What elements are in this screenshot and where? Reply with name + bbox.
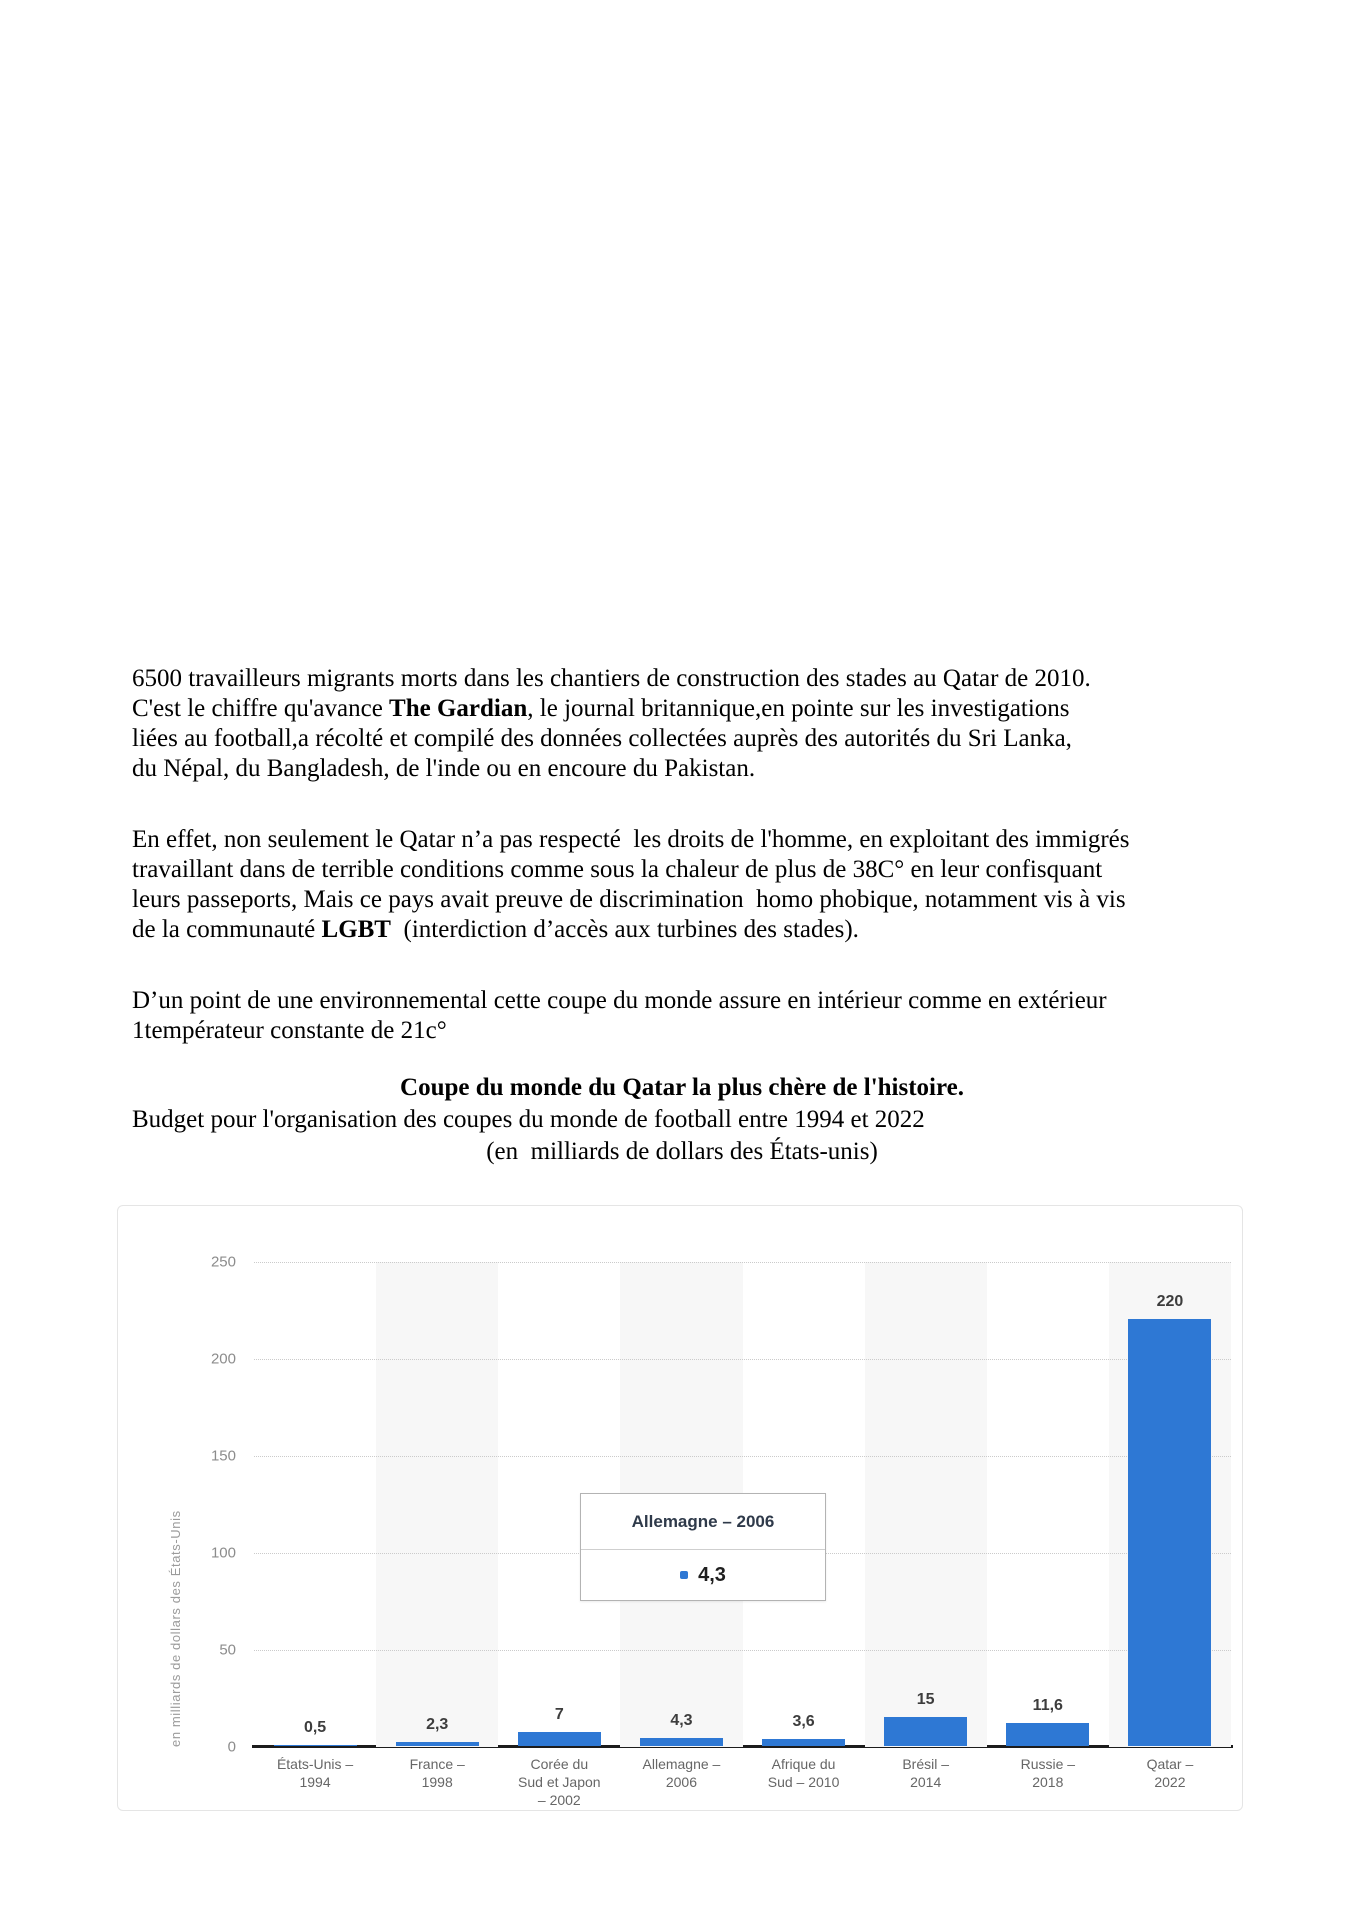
y-tick-label: 150 xyxy=(210,1447,236,1465)
bar-Afrique du Sud – 2010[interactable] xyxy=(762,1739,845,1746)
text-line: leurs passeports, Mais ce pays avait preuve de discrimination homo phobique, notamment vis à vis xyxy=(132,886,1126,913)
text-line: 1températeur constante de 21c° xyxy=(132,1017,447,1044)
category-label xyxy=(743,1755,865,1791)
bar-value-label: 11,6 xyxy=(1032,1697,1063,1714)
category-label-line: Sud – 2010 xyxy=(767,1774,840,1790)
category-label-line: 2014 xyxy=(910,1774,942,1790)
y-axis-title: en milliards de dollars des États-Unis xyxy=(168,1510,183,1747)
tooltip-value-row xyxy=(581,1550,825,1600)
text-line: En effet, non seulement le Qatar n’a pas respecté les droits de l'homme, en exploitant des immigrés xyxy=(132,826,1130,853)
category-label xyxy=(987,1755,1109,1791)
tooltip-value: 4,3 xyxy=(698,1563,726,1586)
y-tick-label: 50 xyxy=(219,1641,236,1659)
bar-value-label: 2,3 xyxy=(426,1716,449,1733)
category-label xyxy=(254,1755,376,1791)
category-label-line: Brésil – xyxy=(902,1756,950,1772)
bar-France – 1998[interactable] xyxy=(396,1742,479,1746)
x-axis-labels xyxy=(254,1755,1231,1811)
bar-Brésil – 2014[interactable] xyxy=(884,1717,967,1746)
budget-bar-chart xyxy=(117,1205,1243,1811)
category-label-line: France – xyxy=(409,1756,465,1772)
y-tick-label: 100 xyxy=(210,1544,236,1562)
bar-Allemagne – 2006[interactable] xyxy=(640,1738,723,1746)
text-line: liées au football,a récolté et compilé des données collectées auprès des autorités du Sri Lanka, xyxy=(132,725,1072,752)
category-label-line: Russie – xyxy=(1020,1756,1076,1772)
bar-value-label: 4,3 xyxy=(670,1712,693,1729)
series-bullet-icon xyxy=(680,1571,688,1579)
bar-Qatar – 2022[interactable] xyxy=(1128,1319,1211,1746)
category-label-line: – 2002 xyxy=(537,1792,581,1808)
gridline xyxy=(254,1650,1231,1651)
y-tick-label: 200 xyxy=(210,1350,236,1368)
chart-unit-note: (en milliards de dollars des États-unis) xyxy=(486,1138,878,1165)
gridline xyxy=(254,1359,1231,1360)
category-label-line: Corée du xyxy=(530,1756,589,1772)
category-label xyxy=(620,1755,742,1791)
category-label-line: 2006 xyxy=(665,1774,698,1790)
category-label-line: Sud et Japon xyxy=(518,1774,601,1790)
bar-value-label: 0,5 xyxy=(303,1719,327,1736)
bar-value-label: 15 xyxy=(916,1691,935,1708)
paragraph-environment xyxy=(132,986,1232,1046)
y-axis-ticks xyxy=(118,1253,236,1756)
text-line: travaillant dans de terrible conditions comme sous la chaleur de plus de 38C° en leur confisquant xyxy=(132,856,1103,883)
category-label-line: Afrique du xyxy=(771,1756,836,1772)
category-label-line: Allemagne – xyxy=(642,1756,721,1772)
tooltip xyxy=(580,1493,826,1601)
category-label xyxy=(376,1755,498,1791)
chart-subtitle: Budget pour l'organisation des coupes du monde de football entre 1994 et 2022 xyxy=(132,1106,925,1133)
category-label-line: 2022 xyxy=(1154,1774,1186,1790)
paragraph-rights xyxy=(132,825,1232,945)
y-tick-label: 0 xyxy=(227,1738,236,1756)
chart-heading: Coupe du monde du Qatar la plus chère de l'histoire. xyxy=(400,1074,964,1101)
gridline xyxy=(254,1262,1231,1263)
bar-value-label: 3,6 xyxy=(792,1713,815,1730)
category-label-line: 1994 xyxy=(299,1774,331,1790)
bar-États-Unis – 1994[interactable] xyxy=(274,1745,357,1746)
text-line: du Népal, du Bangladesh, de l'inde ou en encoure du Pakistan. xyxy=(132,755,756,782)
bar-Corée du Sud et Japon – 2002[interactable] xyxy=(518,1732,601,1746)
category-label-line: 2018 xyxy=(1032,1774,1064,1790)
category-label-line: Qatar – xyxy=(1146,1756,1194,1772)
column-band xyxy=(865,1262,987,1747)
column-band xyxy=(376,1262,498,1747)
y-tick-label: 250 xyxy=(210,1253,236,1271)
category-label xyxy=(865,1755,987,1791)
category-label xyxy=(1109,1755,1231,1791)
text-line: C'est le chiffre qu'avance The Gardian, le journal britannique,en pointe sur les investigations xyxy=(132,695,1070,722)
category-label xyxy=(498,1755,620,1809)
text-line: 6500 travailleurs migrants morts dans les chantiers de construction des stades au Qatar de 2010. xyxy=(132,665,1091,692)
plot-area xyxy=(254,1262,1231,1747)
paragraph-workers xyxy=(132,664,1232,784)
bar-value-label: 220 xyxy=(1156,1293,1184,1310)
text-line: de la communauté LGBT (interdiction d’accès aux turbines des stades). xyxy=(132,916,859,943)
gridline xyxy=(254,1456,1231,1457)
bar-Russie – 2018[interactable] xyxy=(1006,1723,1089,1746)
bar-value-label: 7 xyxy=(554,1706,564,1723)
category-label-line: 1998 xyxy=(421,1774,453,1790)
tooltip-title: Allemagne – 2006 xyxy=(581,1494,825,1550)
text-line: D’un point de une environnemental cette coupe du monde assure en intérieur comme en extérieur xyxy=(132,987,1107,1014)
category-label-line: États-Unis – xyxy=(276,1756,354,1772)
